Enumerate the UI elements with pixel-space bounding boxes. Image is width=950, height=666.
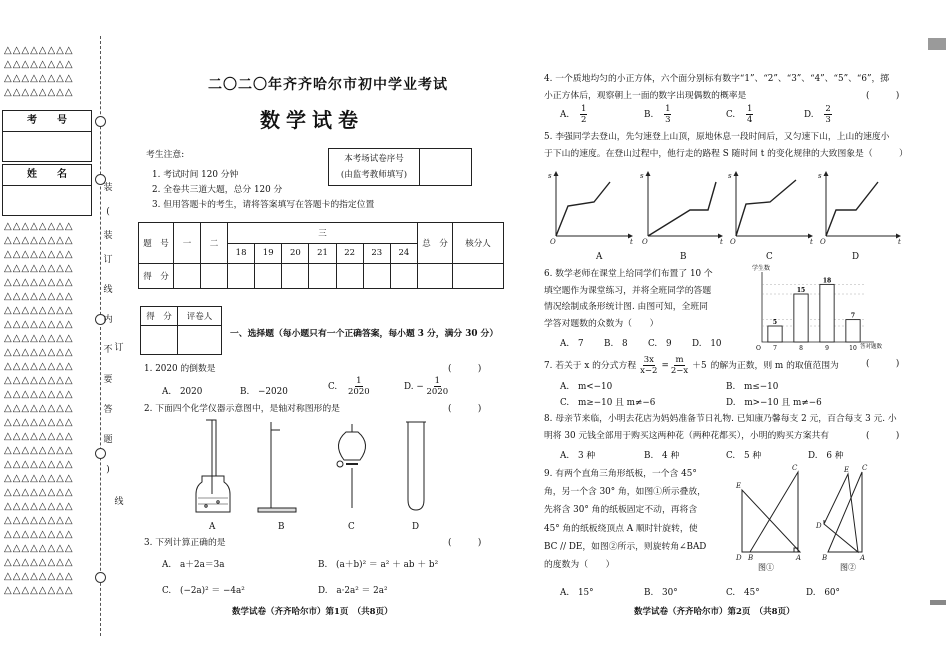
q2-answer-paren[interactable]: ( ) <box>448 404 482 414</box>
score-table <box>138 222 504 289</box>
score-header-qno: 题 号 <box>139 223 174 264</box>
margin-char: 不 <box>103 345 113 355</box>
note-item: 3. 但用答题卡的考生，请将答案填写在答题卡的指定位置 <box>152 200 375 210</box>
q7-option-a[interactable]: A. m<−10 <box>560 382 613 392</box>
triangle-row: △△△△△△△△ <box>4 277 74 288</box>
chart-data-label: 7 <box>850 312 856 320</box>
scan-mark <box>928 38 946 50</box>
q5-line1: 5. 李强同学去登山，先匀速登上山顶，原地休息一段时间后，又匀速下山，上山的速度小 <box>544 132 890 142</box>
score-header-2: 二 <box>201 223 228 264</box>
q3-option-a[interactable]: A. a＋2a＝3a <box>162 560 225 570</box>
q5-label-a[interactable]: A <box>596 252 603 262</box>
triangle-block-mid <box>4 220 74 598</box>
chart-tick-label: 7 <box>773 345 777 352</box>
triangle-row: △△△△△△△△ <box>4 235 74 246</box>
score-sub-21: 21 <box>309 243 336 264</box>
note-item: 1. 考试时间 120 分钟 <box>152 170 239 180</box>
chart-bar <box>820 284 834 342</box>
frac-den: 4 <box>747 115 753 125</box>
q4-option-d-fraction <box>824 104 831 125</box>
q1-option-c-fraction <box>348 376 370 397</box>
chart-data-label: 5 <box>772 319 778 326</box>
score-cell[interactable] <box>453 264 504 289</box>
q3-option-c[interactable]: C. (−2a)² ＝ −4a² <box>162 586 245 596</box>
chart-data-label: 18 <box>822 277 832 285</box>
triangle-row: △△△△△△△△ <box>4 487 74 498</box>
triangle-row: △△△△△△△△ <box>4 73 74 84</box>
q8-answer-paren[interactable]: ( ) <box>866 431 900 441</box>
apparatus-c-separatory-funnel <box>337 424 366 508</box>
triangle-row: △△△△△△△△ <box>4 45 74 56</box>
q7-frac-2 <box>671 355 688 376</box>
q6-line: 6. 数学老师在课堂上给同学们布置了 10 个 <box>544 269 713 279</box>
frac-num: 1 <box>580 104 587 114</box>
triangle-row: △△△△△△△△ <box>4 585 74 596</box>
score-header-1: 一 <box>174 223 201 264</box>
frac-num: 1 <box>747 104 753 114</box>
q8-line2: 明将 30 元钱全部用于购买这两种花（两种花都买），小明的购买方案共有 <box>544 431 830 441</box>
chart-tick-label: 9 <box>825 345 829 352</box>
score-sub-20: 20 <box>282 243 309 264</box>
q8-option-a[interactable]: A. 3 种 <box>560 451 596 461</box>
q2-stem: 2. 下面四个化学仪器示意图中，是轴对称图形的是 <box>144 404 340 414</box>
score-header-total: 总 分 <box>418 223 453 264</box>
score-sub-18: 18 <box>228 243 255 264</box>
svg-text:B: B <box>748 554 754 562</box>
apparatus-b-iron-stand <box>258 422 296 512</box>
q5-label-b[interactable]: B <box>680 252 687 262</box>
q4-option-a[interactable] <box>560 104 587 125</box>
q8-option-c[interactable]: C. 5 种 <box>726 451 762 461</box>
q9-triangle-figures <box>732 462 872 576</box>
q1-option-d[interactable] <box>404 376 448 397</box>
axis-origin-label: O <box>642 238 648 246</box>
triangle-block-top <box>4 44 74 100</box>
q6-line: 填空题作为课堂练习，并将全班同学的答题 <box>544 285 712 296</box>
triangle-row: △△△△△△△△ <box>4 319 74 330</box>
q5-label-c[interactable]: C <box>766 252 773 262</box>
margin-char: 订 <box>103 255 113 265</box>
triangle-row: △△△△△△△△ <box>4 375 74 386</box>
frac-den: 3 <box>825 115 831 125</box>
ding-char: 订 <box>114 343 124 353</box>
q3-answer-paren[interactable]: ( ) <box>448 538 482 548</box>
q7-stem: 7. 若关于 x 的分式方程 $\frac{3x}{x-2}$ = $\frac{m}{2-x}$ ＋5 的解为正数，则 m 的取值范围为 <box>544 355 839 376</box>
score-row-label: 得 分 <box>139 264 174 289</box>
score-cell[interactable] <box>228 264 255 289</box>
q4-line2: 小正方体后，观察朝上一面的数字出现偶数的概率是 <box>544 91 747 101</box>
frac-num: 1 <box>665 104 671 114</box>
q9-stem <box>544 465 706 574</box>
q5-graph-c <box>736 172 812 236</box>
q1-option-b[interactable]: B. −2020 <box>240 387 288 397</box>
q8-line1: 8. 母亲节来临，小明去花店为妈妈准备节日礼物. 已知康乃馨每支 2 元，百合每支 3 元. 小 <box>544 414 897 424</box>
q6-line: 学答对题数的众数为（ ） <box>544 318 659 329</box>
score-sub-19: 19 <box>255 243 282 264</box>
chart-bar <box>794 294 808 342</box>
triangle-row: △△△△△△△△ <box>4 263 74 274</box>
triangle-row: △△△△△△△△ <box>4 445 74 456</box>
q4-option-a-label: A. <box>560 110 570 120</box>
triangle-row: △△△△△△△△ <box>4 87 74 98</box>
exam-title: 二〇二〇年齐齐哈尔市初中学业考试 <box>208 77 448 93</box>
frac-num: 2 <box>825 104 831 114</box>
frac-den: x−2 <box>640 366 658 376</box>
margin-char: ( <box>106 207 110 217</box>
q7-option-d[interactable]: D. m>−10 且 m≠−6 <box>726 398 822 408</box>
triangle-row: △△△△△△△△ <box>4 249 74 260</box>
q7-frac-1 <box>640 355 657 376</box>
frac-den: 2−x <box>670 366 689 376</box>
q8-option-b[interactable]: B. 4 种 <box>644 451 680 461</box>
triangle-row: △△△△△△△△ <box>4 417 74 428</box>
grader-person-label: 评卷人 <box>178 307 222 326</box>
svg-text:D: D <box>816 522 822 530</box>
q5-line2: 于下山的速度。在登山过程中，他行走的路程 S 随时间 t 的变化规律的大致图象是（ ） <box>544 149 908 159</box>
score-cell[interactable] <box>174 264 201 289</box>
triangle-row: △△△△△△△△ <box>4 571 74 582</box>
q1-option-c[interactable] <box>328 376 370 397</box>
margin-char: 装 <box>103 231 113 241</box>
exam-number-box[interactable] <box>2 110 92 162</box>
score-cell[interactable] <box>255 264 282 289</box>
axis-s-label: s <box>640 172 644 180</box>
footer-left: 数学试卷（齐齐哈尔市）第1页 （共8页） <box>232 607 393 617</box>
triangle-row: △△△△△△△△ <box>4 473 74 484</box>
svg-text:C: C <box>792 464 798 472</box>
q7-stem-pre: 7. 若关于 x 的分式方程 <box>544 360 637 371</box>
score-cell[interactable] <box>336 264 363 289</box>
q1-option-a[interactable]: A. 2020 <box>162 387 203 397</box>
score-cell[interactable] <box>390 264 417 289</box>
chart-bar <box>768 326 782 342</box>
seat-number-box <box>328 148 472 186</box>
q5-graph-figures <box>546 166 906 248</box>
margin-char: 装 <box>103 183 113 193</box>
svg-text:C: C <box>862 464 868 472</box>
axis-s-label: s <box>818 172 822 180</box>
q2-label-d[interactable]: D <box>412 522 420 532</box>
frac-den: 2020 <box>348 387 370 397</box>
q8-option-d[interactable]: D. 6 种 <box>808 451 844 461</box>
frac-den: 2 <box>580 115 587 125</box>
q9-line: 45° 角的纸板绕顶点 A 顺时针旋转，使 <box>544 523 698 534</box>
name-box[interactable] <box>2 164 92 216</box>
score-cell[interactable] <box>309 264 336 289</box>
seat-number-input[interactable] <box>420 149 471 185</box>
name-label: 姓 名 <box>3 165 91 186</box>
q6-bar-chart <box>748 262 884 354</box>
q5-graph-a <box>556 172 632 236</box>
triangle-row: △△△△△△△△ <box>4 333 74 344</box>
margin-char: 答 <box>103 405 113 415</box>
frac-num: 1 <box>356 376 362 386</box>
q9-line: 的度数为（ ） <box>544 560 615 571</box>
svg-text:B: B <box>822 554 828 562</box>
q9-figure-2 <box>824 472 862 552</box>
triangle-row: △△△△△△△△ <box>4 557 74 568</box>
score-sub-24: 24 <box>390 243 417 264</box>
grader-cell[interactable] <box>178 326 222 355</box>
triangle-row: △△△△△△△△ <box>4 389 74 400</box>
axis-t-label: t <box>898 238 901 246</box>
chart-tick-label: 10 <box>849 345 857 352</box>
frac-den: 3 <box>665 115 671 125</box>
q4-option-c-label: C. <box>726 110 736 120</box>
triangle-row: △△△△△△△△ <box>4 529 74 540</box>
q2-label-c[interactable]: C <box>348 522 355 532</box>
chart-data-label: 15 <box>796 287 806 294</box>
axis-origin-label: O <box>550 238 556 246</box>
q4-option-c[interactable] <box>726 104 753 125</box>
chart-origin-label: O <box>756 345 761 352</box>
q9-option-c[interactable]: C. 45° <box>726 588 760 598</box>
q7-stem-post: 的解为正数，则 m 的取值范围为 <box>710 360 839 371</box>
q4-line1: 4. 一个质地均匀的小正方体，六个面分别标有数字“1”、“2”、“3”、“4”、“5”、“6”，掷 <box>544 74 890 84</box>
q7-option-c[interactable]: C. m≥−10 且 m≠−6 <box>560 398 656 408</box>
q4-option-d-label: D. <box>804 110 814 120</box>
seat-box-line2: (由监考教师填写) <box>340 170 408 180</box>
q9-line: 角，另一个含 30° 角，如图①所示叠放， <box>544 487 706 498</box>
q3-option-d[interactable]: D. a·2a² ＝ 2a² <box>318 586 388 596</box>
binding-vertical-text <box>102 182 114 494</box>
margin-char: 线 <box>103 285 113 295</box>
score-cell[interactable] <box>201 264 228 289</box>
q5-label-d[interactable]: D <box>852 252 860 262</box>
q6-option-d[interactable]: D. 10 <box>692 339 722 349</box>
axis-t-label: t <box>720 238 723 246</box>
q5-graph-b <box>648 172 722 236</box>
q9-figure-2-caption: 图② <box>840 563 856 572</box>
q1-option-d-fraction <box>427 376 449 397</box>
footer-right: 数学试卷（齐齐哈尔市）第2页 （共8页） <box>634 607 795 617</box>
q6-option-c[interactable]: C. 9 <box>648 339 672 349</box>
svg-text:E: E <box>844 466 850 474</box>
q6-option-a[interactable]: A. 7 <box>560 339 584 349</box>
grader-cell[interactable] <box>141 326 178 355</box>
xian-char: 线 <box>114 497 124 507</box>
paper-subtitle: 数学试卷 <box>260 108 364 132</box>
q9-figure-1 <box>742 472 800 552</box>
q5-graph-d <box>826 172 900 236</box>
score-cell[interactable] <box>363 264 390 289</box>
seat-box-line1: 本考场试卷序号 <box>344 154 404 164</box>
q4-option-d[interactable] <box>804 104 832 125</box>
score-header-checker: 核分人 <box>453 223 504 264</box>
q9-option-d[interactable]: D. 60° <box>806 588 840 598</box>
q4-answer-paren[interactable]: ( ) <box>866 91 900 101</box>
q1-stem: 1. 2020 的倒数是 <box>144 364 216 374</box>
punch-hole <box>95 572 106 583</box>
svg-text:A: A <box>796 554 802 562</box>
q4-option-b[interactable] <box>644 104 671 125</box>
margin-char: 题 <box>103 435 113 445</box>
notes-heading: 考生注意: <box>146 150 185 160</box>
axis-s-label: s <box>548 172 552 180</box>
q9-figure-1-caption: 图① <box>758 563 774 572</box>
margin-char: 要 <box>103 375 113 385</box>
axis-origin-label: O <box>730 238 736 246</box>
triangle-row: △△△△△△△△ <box>4 543 74 554</box>
chart-bars <box>768 277 860 352</box>
q1-option-c-label: C. <box>328 382 338 392</box>
chart-x-axis-label: 答对题数 <box>860 344 883 350</box>
triangle-row: △△△△△△△△ <box>4 501 74 512</box>
svg-text:E: E <box>736 482 742 490</box>
note-item: 2. 全卷共三道大题，总分 120 分 <box>152 185 283 195</box>
triangle-row: △△△△△△△△ <box>4 305 74 316</box>
punch-hole <box>95 116 106 127</box>
q2-label-a[interactable]: A <box>209 522 216 532</box>
triangle-row: △△△△△△△△ <box>4 221 74 232</box>
q9-line: 9. 有两个直角三角形纸板，一个含 45° <box>544 469 697 479</box>
q4-option-b-fraction <box>664 104 671 125</box>
q1-answer-paren[interactable]: ( ) <box>448 364 482 374</box>
binding-strip <box>0 36 128 656</box>
chart-bar <box>846 320 860 342</box>
axis-t-label: t <box>630 238 633 246</box>
score-sub-23: 23 <box>363 243 390 264</box>
q4-option-b-label: B. <box>644 110 654 120</box>
score-cell[interactable] <box>418 264 453 289</box>
triangle-row: △△△△△△△△ <box>4 347 74 358</box>
q4-option-a-fraction <box>580 104 587 125</box>
frac-num: 1 <box>434 376 441 386</box>
q3-option-b[interactable]: B. (a＋b)² ＝ a² ＋ ab ＋ b² <box>318 560 439 570</box>
q3-stem: 3. 下列计算正确的是 <box>144 538 226 548</box>
chart-tick-label: 8 <box>799 345 803 352</box>
margin-char: ) <box>106 465 110 475</box>
margin-char: 内 <box>103 315 113 325</box>
frac-den: 2020 <box>426 387 449 397</box>
q2-apparatus-figures <box>176 416 476 516</box>
chart-y-axis-label: 学生数 <box>752 265 771 272</box>
triangle-row: △△△△△△△△ <box>4 515 74 526</box>
q2-label-b[interactable]: B <box>278 522 285 532</box>
triangle-row: △△△△△△△△ <box>4 59 74 70</box>
q6-option-b[interactable]: B. 8 <box>604 339 628 349</box>
q4-option-c-fraction <box>746 104 753 125</box>
frac-num: 3x <box>643 355 654 365</box>
svg-text:D: D <box>736 554 742 562</box>
triangle-row: △△△△△△△△ <box>4 459 74 470</box>
grader-table <box>140 306 222 355</box>
score-header-3: 三 <box>228 223 418 244</box>
exam-number-label: 考 号 <box>3 111 91 132</box>
q7-answer-paren[interactable]: ( ) <box>866 359 900 369</box>
q9-option-a[interactable]: A. 15° <box>560 588 594 598</box>
q9-line: 先将含 30° 角的纸板固定不动，再将含 <box>544 505 698 516</box>
axis-s-label: s <box>728 172 732 180</box>
svg-text:A: A <box>860 554 866 562</box>
q7-plus5: ＋5 <box>692 360 707 371</box>
triangle-row: △△△△△△△△ <box>4 431 74 442</box>
triangle-row: △△△△△△△△ <box>4 291 74 302</box>
score-cell[interactable] <box>282 264 309 289</box>
apparatus-a-gas-bottle <box>196 420 230 512</box>
scan-mark <box>930 600 946 605</box>
axis-origin-label: O <box>820 238 826 246</box>
frac-num: m <box>675 355 684 365</box>
q6-line: 情况绘制成条形统计图. 由图可知，全班同 <box>544 302 708 312</box>
q9-line: BC // DE，如图②所示，则旋转角∠BAD <box>544 541 707 552</box>
score-sub-22: 22 <box>336 243 363 264</box>
grader-score-label: 得 分 <box>141 307 178 326</box>
triangle-row: △△△△△△△△ <box>4 361 74 372</box>
q9-option-b[interactable]: B. 30° <box>644 588 678 598</box>
axis-t-label: t <box>810 238 813 246</box>
q7-option-b[interactable]: B. m≤−10 <box>726 382 779 392</box>
triangle-row: △△△△△△△△ <box>4 403 74 414</box>
section-heading: 一、选择题（每小题只有一个正确答案，每小题 3 分，满分 30 分） <box>230 329 499 339</box>
q1-option-d-label: D. − <box>404 382 424 392</box>
apparatus-d-test-tube <box>406 422 426 510</box>
q6-stem <box>544 266 713 332</box>
